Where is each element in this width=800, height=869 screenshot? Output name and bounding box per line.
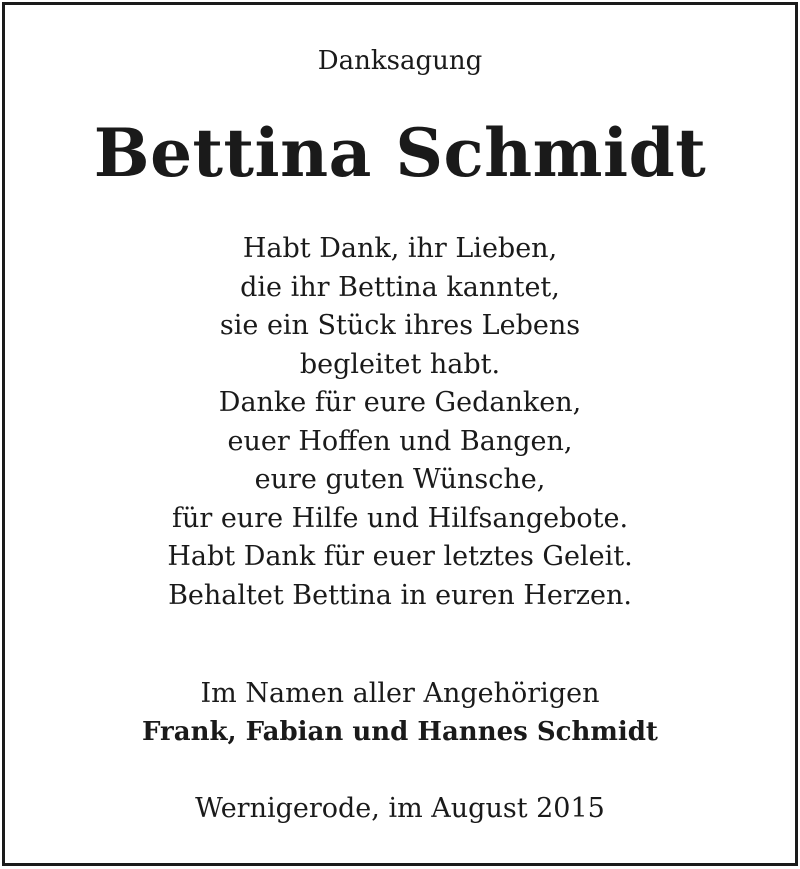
closing-intro: Im Namen aller Angehörigen — [200, 678, 600, 709]
poem-line: euer Hoffen und Bangen, — [227, 425, 573, 457]
poem-line: begleitet habt. — [299, 348, 501, 380]
poem — [5, 230, 795, 615]
poem-line: Behaltet Bettina in euren Herzen. — [168, 579, 632, 611]
deceased-name: Bettina Schmidt — [93, 114, 707, 192]
family-names: Frank, Fabian und Hannes Schmidt — [142, 717, 658, 747]
closing-block — [5, 675, 795, 751]
obituary-notice — [2, 2, 798, 866]
poem-line: Danke für eure Gedanken, — [218, 387, 582, 418]
poem-line: eure guten Wünsche, — [254, 464, 546, 495]
poem-line: Habt Dank, ihr Lieben, — [242, 233, 558, 264]
poem-line: für eure Hilfe und Hilfsangebote. — [171, 502, 629, 534]
place-and-date: Wernigerode, im August 2015 — [195, 793, 605, 824]
poem-line: sie ein Stück ihres Lebens — [219, 310, 581, 341]
poem-line: Habt Dank für euer letztes Geleit. — [167, 541, 633, 572]
poem-line: die ihr Bettina kanntet, — [240, 271, 560, 303]
notice-heading: Danksagung — [317, 46, 483, 76]
